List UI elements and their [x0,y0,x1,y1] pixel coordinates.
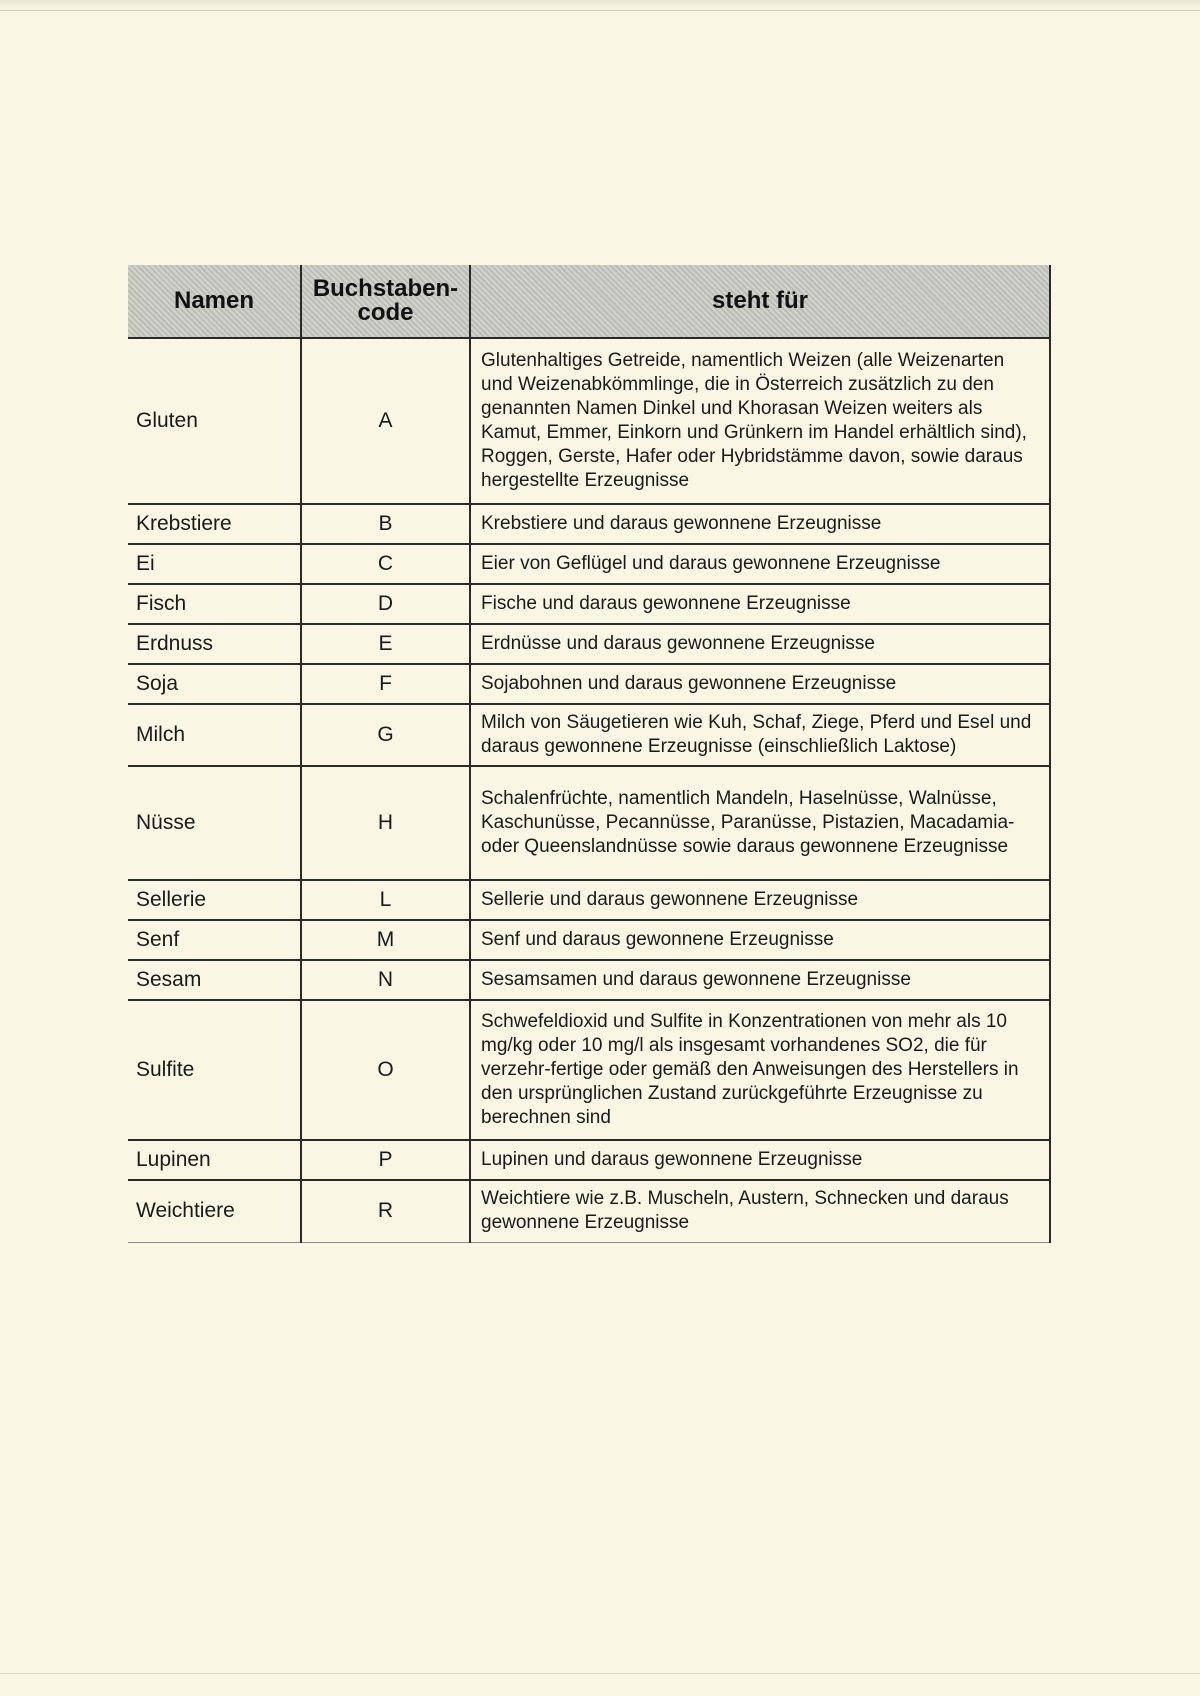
allergen-description: Weichtiere wie z.B. Muscheln, Austern, Schnecken und daraus gewonnene Erzeugnisse [470,1180,1050,1242]
allergen-name: Sulfite [128,1000,301,1140]
table-row [128,1000,1050,1140]
allergen-table [128,265,1051,1243]
allergen-description: Krebstiere und daraus gewonnene Erzeugnisse [470,504,1050,544]
allergen-name: Sellerie [128,880,301,920]
allergen-code: D [301,584,470,624]
allergen-description: Senf und daraus gewonnene Erzeugnisse [470,920,1050,960]
allergen-description: Schwefeldioxid und Sulfite in Konzentrationen von mehr als 10 mg/kg oder 10 mg/l als insgesamt vorhandenes SO2, die für verzehr-fertige oder gemäß den Anweisungen des Herstellers in den ursprünglichen Zustand zurückgeführte Erzeugnisse zu berechnen sind [470,1000,1050,1140]
allergen-code: N [301,960,470,1000]
allergen-name: Milch [128,704,301,766]
allergen-name: Soja [128,664,301,704]
allergen-code: F [301,664,470,704]
table-row [128,920,1050,960]
table-row [128,704,1050,766]
table-row [128,664,1050,704]
allergen-description: Lupinen und daraus gewonnene Erzeugnisse [470,1140,1050,1180]
allergen-description: Erdnüsse und daraus gewonnene Erzeugnisse [470,624,1050,664]
allergen-name: Fisch [128,584,301,624]
allergen-description: Sojabohnen und daraus gewonnene Erzeugnisse [470,664,1050,704]
allergen-name: Ei [128,544,301,584]
allergen-description: Glutenhaltiges Getreide, namentlich Weizen (alle Weizenarten und Weizenabkömmlinge, die in Österreich zusätzlich zu den genannten Namen Dinkel und Khorasan Weizen weiters als Kamut, Emmer, Einkorn und Grünkern im Handel erhältlich sind), Roggen, Gerste, Hafer oder Hybridstämme davon, sowie daraus hergestellte Erzeugnisse [470,338,1050,504]
allergen-description: Eier von Geflügel und daraus gewonnene Erzeugnisse [470,544,1050,584]
scan-edge-top [0,0,1200,11]
allergen-name: Senf [128,920,301,960]
allergen-code: M [301,920,470,960]
allergen-code: L [301,880,470,920]
table-row [128,766,1050,880]
allergen-code: R [301,1180,470,1242]
header-desc: steht für [470,265,1050,338]
allergen-name: Sesam [128,960,301,1000]
allergen-code: G [301,704,470,766]
table-row [128,338,1050,504]
allergen-name: Weichtiere [128,1180,301,1242]
table-header [128,265,1050,338]
table-row [128,584,1050,624]
allergen-code: A [301,338,470,504]
table-row [128,1140,1050,1180]
allergen-code: O [301,1000,470,1140]
header-name: Namen [128,265,301,338]
allergen-code: H [301,766,470,880]
table-row [128,504,1050,544]
header-code: Buchstaben-code [301,265,470,338]
allergen-description: Fische und daraus gewonnene Erzeugnisse [470,584,1050,624]
allergen-description: Schalenfrüchte, namentlich Mandeln, Haselnüsse, Walnüsse, Kaschunüsse, Pecannüsse, Paranüsse, Pistazien, Macadamia- oder Queenslandnüsse sowie daraus gewonnene Erzeugnisse [470,766,1050,880]
allergen-description: Sesamsamen und daraus gewonnene Erzeugnisse [470,960,1050,1000]
allergen-code: P [301,1140,470,1180]
table-body [128,338,1050,1242]
table-row [128,880,1050,920]
allergen-description: Milch von Säugetieren wie Kuh, Schaf, Ziege, Pferd und Esel und daraus gewonnene Erzeugnisse (einschließlich Laktose) [470,704,1050,766]
allergen-name: Nüsse [128,766,301,880]
allergen-code: C [301,544,470,584]
table-row [128,624,1050,664]
table-row [128,544,1050,584]
table-row [128,960,1050,1000]
allergen-name: Erdnuss [128,624,301,664]
allergen-code: E [301,624,470,664]
allergen-name: Lupinen [128,1140,301,1180]
allergen-description: Sellerie und daraus gewonnene Erzeugnisse [470,880,1050,920]
allergen-name: Krebstiere [128,504,301,544]
header-row [128,265,1050,338]
scan-edge-bottom [0,1673,1200,1674]
table-row [128,1180,1050,1242]
allergen-name: Gluten [128,338,301,504]
allergen-code: B [301,504,470,544]
